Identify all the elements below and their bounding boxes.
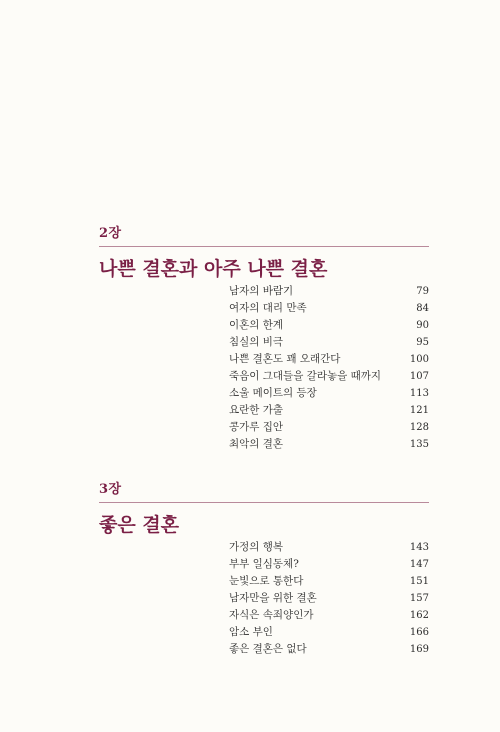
chapter-divider (99, 502, 429, 503)
toc-entry[interactable] (229, 317, 429, 334)
toc-entry-title: 나쁜 결혼도 꽤 오래간다 (229, 353, 341, 365)
toc-entry-page: 107 (409, 371, 429, 382)
toc-entry-title: 콩가루 집안 (229, 421, 284, 433)
toc-entry[interactable] (229, 334, 429, 351)
toc-entry-page: 100 (409, 354, 429, 365)
toc-entry-page: 143 (409, 542, 429, 553)
toc-entry-title: 요란한 가출 (229, 404, 284, 416)
toc-entry-title: 남자의 바람기 (229, 285, 294, 297)
toc-entry[interactable] (229, 385, 429, 402)
toc-entry-title: 최악의 결혼 (229, 438, 284, 450)
chapter-title: 나쁜 결혼과 아주 나쁜 결혼 (99, 258, 328, 280)
chapter-3-toc (229, 539, 429, 658)
toc-entry-page: 113 (409, 388, 429, 399)
toc-entry[interactable] (229, 351, 429, 368)
toc-entry-title: 눈빛으로 통한다 (229, 575, 304, 587)
toc-entry-page: 95 (416, 337, 429, 348)
toc-entry[interactable] (229, 590, 429, 607)
chapter-2-header (99, 226, 429, 281)
toc-entry-page: 151 (409, 576, 429, 587)
toc-entry-title: 남자만을 위한 결혼 (229, 592, 317, 604)
chapter-number: 2장 (99, 226, 122, 241)
toc-entry-title: 가정의 행복 (229, 541, 284, 553)
toc-entry-page: 121 (409, 405, 429, 416)
toc-entry-page: 128 (409, 422, 429, 433)
toc-entry-page: 79 (416, 286, 429, 297)
toc-entry[interactable] (229, 573, 429, 590)
chapter-number: 3장 (99, 482, 122, 497)
toc-entry[interactable] (229, 556, 429, 573)
toc-entry[interactable] (229, 641, 429, 658)
toc-entry-title: 여자의 대리 만족 (229, 302, 307, 314)
toc-entry[interactable] (229, 300, 429, 317)
toc-entry-title: 이혼의 한계 (229, 319, 284, 331)
toc-entry[interactable] (229, 607, 429, 624)
chapter-title: 좋은 결혼 (99, 514, 180, 536)
toc-entry-page: 147 (409, 559, 429, 570)
toc-entry[interactable] (229, 283, 429, 300)
toc-entry-title: 자식은 속죄양인가 (229, 609, 314, 621)
toc-entry[interactable] (229, 539, 429, 556)
chapter-2-toc (229, 283, 429, 453)
toc-entry-title: 소울 메이트의 등장 (229, 387, 317, 399)
toc-entry-title: 암소 부인 (229, 626, 273, 638)
toc-entry-title: 침실의 비극 (229, 336, 284, 348)
toc-entry[interactable] (229, 402, 429, 419)
toc-entry-page: 162 (409, 610, 429, 621)
toc-entry-title: 부부 일심동체? (229, 558, 299, 570)
chapter-divider (99, 246, 429, 247)
toc-entry[interactable] (229, 624, 429, 641)
toc-entry-page: 135 (409, 439, 429, 450)
toc-entry[interactable] (229, 368, 429, 385)
toc-entry-page: 90 (416, 320, 429, 331)
toc-entry-page: 166 (409, 627, 429, 638)
toc-entry-page: 169 (409, 644, 429, 655)
toc-entry[interactable] (229, 436, 429, 453)
chapter-3-header (99, 482, 429, 537)
toc-entry-title: 좋은 결혼은 없다 (229, 643, 307, 655)
toc-entry-page: 157 (409, 593, 429, 604)
toc-entry[interactable] (229, 419, 429, 436)
toc-entry-title: 죽음이 그대들을 갈라놓을 때까지 (229, 370, 382, 382)
toc-entry-page: 84 (416, 303, 429, 314)
